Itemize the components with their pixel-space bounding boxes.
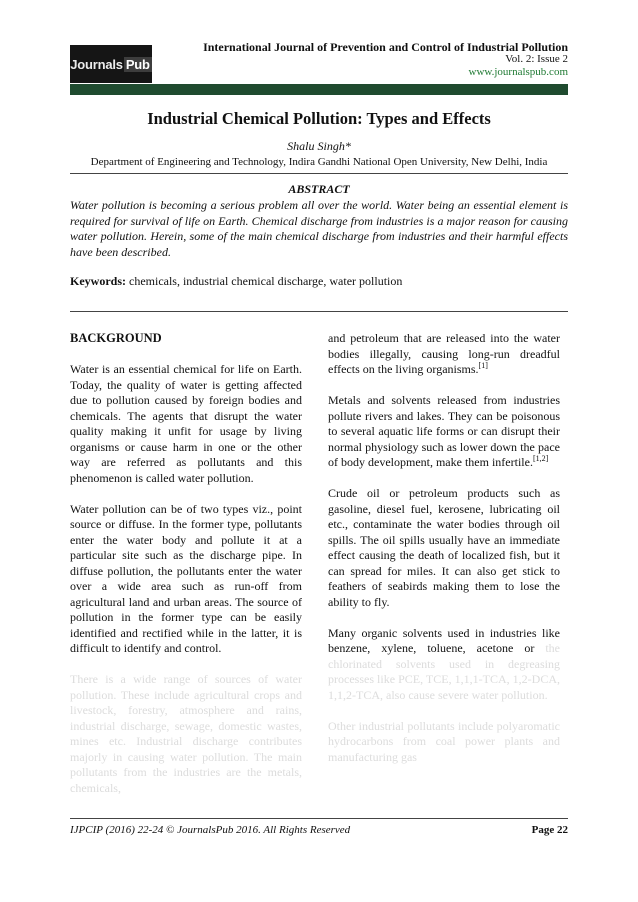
paragraph: Water is an essential chemical for life on Earth. Today, the quality of water is getting affected due to pollution caused by foreign bodies and chemicals. The agents that disrupt the water quality making it unfit for usage by living organisms or cause harm in one or the other way are referred as pollutants and this phenomenon is called water pollution.: [70, 362, 302, 485]
paragraph: and petroleum that are released into the water bodies illegally, causing long-run dreadful effects on the living organisms.[1]: [328, 331, 560, 376]
divider-footer: [70, 818, 568, 819]
abstract-heading: ABSTRACT: [288, 182, 350, 196]
article-title: Industrial Chemical Pollution: Types and Effects: [147, 109, 491, 128]
author-affiliation: Department of Engineering and Technology, Indira Gandhi National Open University, New Delhi, India: [90, 156, 548, 168]
journal-name: International Journal of Prevention and Control of Industrial Pollution: [203, 40, 568, 54]
keywords: [70, 274, 568, 289]
keywords-label: Keywords:: [70, 274, 126, 288]
paragraph-faded-part: the chlorinated solvents used in degreasing processes like PCE, TCE, 1,1,1-TCA, 1,2-DCA, 1,1,2-TCA, also cause severe water pollution.: [328, 641, 560, 702]
journal-url[interactable]: www.journalspub.com: [468, 66, 568, 78]
paragraph: Water pollution can be of two types viz., point source or diffuse. In the former type, pollutants enter the water body and pollute it at a particular site such as the discharge pipe. In diffuse pollution, the pollutants enter the water over a wide area such as run-off from agricultural land and urban areas. The source of pollution in the former type can be easily identified and rectified while in the latter, it is difficult to identify and control.: [70, 501, 302, 655]
journal-volume: Vol. 2: Issue 2: [505, 53, 568, 65]
citation-ref[interactable]: [1]: [478, 361, 488, 370]
paragraph-faded: There is a wide range of sources of water pollution. These include agricultural crops and livestock, forestry, atmosphere and rains, industrial discharge, sewage, domestic wastes, mines etc. Industrial discharge contributes majorly in causing water pollution. The main pollutants from the industries are the metals, chemicals,: [70, 672, 302, 795]
section-heading: BACKGROUND: [70, 331, 162, 345]
divider-abstract: [70, 311, 568, 312]
citation-ref[interactable]: [1,2]: [532, 454, 549, 463]
divider-top: [70, 173, 568, 174]
journal-logo: [70, 45, 152, 83]
logo-text: Journals Pub: [70, 56, 150, 72]
paragraph: Many organic solvents used in industries like benzene, xylene, toluene, acetone or the chlorinated solvents used in degreasing processes like PCE, TCE, 1,1,1-TCA, 1,2-DCA, 1,1,2-TCA, also cause severe water pollution.: [328, 625, 560, 702]
footer-citation: IJPCIP (2016) 22-24 © JournalsPub 2016. All Rights Reserved: [70, 824, 351, 836]
paragraph: Crude oil or petroleum products such as gasoline, diesel fuel, kerosene, lubricating oil etc., contaminate the water bodies through oil spills. The oil spills usually have an immediate effect causing the death of localized fish, but it can spread for miles. It can also get stick to feathers of seabirds making them to lose the ability to fly.: [328, 486, 560, 609]
body-left-column: [70, 331, 302, 812]
abstract-text: Water pollution is becoming a serious problem all over the world. Water being an essential element is required for survival of life on Earth. Chemical discharge from industries is a major reason for causing water pollution. Herein, some of the main chemical discharge from industries and their harmful effects have been described.: [70, 198, 568, 259]
body-right-column: [328, 331, 560, 781]
page-number: Page 22: [531, 824, 568, 836]
header-bar: [70, 84, 568, 95]
keywords-text: chemicals, industrial chemical discharge, water pollution: [126, 274, 403, 288]
paragraph: Metals and solvents released from industries pollute rivers and lakes. They can be poisonous to several aquatic life forms or can disrupt their normal physiology such as lower down the pace of body development, make them infertile.[1,2]: [328, 393, 560, 469]
article-author: Shalu Singh*: [287, 139, 351, 153]
paragraph-faded: Other industrial pollutants include polyaromatic hydrocarbons from coal power plants and manufacturing gas: [328, 718, 560, 764]
